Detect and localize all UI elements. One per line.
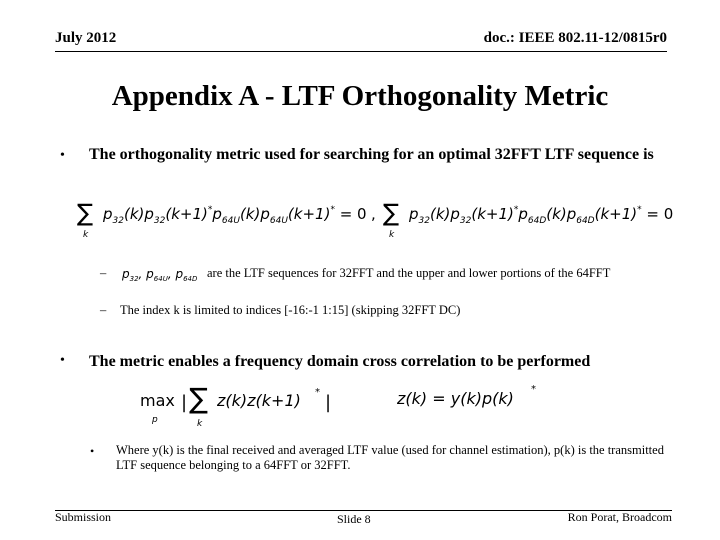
slide-title: Appendix A - LTF Orthogonality Metric	[111, 80, 609, 112]
bullet-orthogonality-metric: The orthogonality metric used for searching for an optimal 32FFT LTF sequence is	[89, 146, 654, 163]
svg-text:*: *	[531, 384, 536, 395]
svg-text:k: k	[83, 230, 89, 240]
sum-symbol: ∑	[189, 382, 208, 415]
sub-bullet-marker: –	[100, 266, 107, 280]
svg-text:,: ,	[371, 205, 376, 223]
footer-author: Ron Porat, Broadcom	[567, 510, 672, 524]
svg-text:k: k	[389, 230, 395, 240]
sub-bullet-marker: –	[100, 303, 107, 317]
svg-text:p32(k)p32(k+1)*p64D(k)p64D(k+1: $p_{32}(k)p_{32}(k+1)^*p_{64D}(k)p_{64D}(k+1)^* = 0$	[409, 205, 674, 226]
bullet-cross-correlation: The metric enables a frequency domain cross correlation to be performed	[89, 353, 591, 370]
svg-text:z(k)z(k+1): z(k)z(k+1)	[217, 391, 301, 410]
sum-symbol: ∑	[77, 199, 94, 227]
svg-text:|: |	[325, 392, 332, 413]
svg-text:p32(k)p32(k+1)*p64U(k)p64U(k+1: $p_{32}(k)p_{32}(k+1)^*p_{64U}(k)p_{64U}(k+1)^* = 0$	[103, 205, 367, 226]
bullet-marker: •	[60, 353, 65, 368]
sum-symbol: ∑	[383, 199, 400, 227]
sub-bullet-definitions: Where y(k) is the final received and averaged LTF value (used for channel estimation), p(k) is the transmitted LTF sequence belonging to a 64FFT or 32FFT.	[116, 443, 664, 472]
header-divider	[55, 51, 667, 52]
svg-text:k: k	[197, 419, 203, 429]
footer-submission: Submission	[55, 510, 112, 524]
footer-slide-number: Slide 8	[337, 512, 371, 526]
cross-correlation-equations	[135, 378, 565, 433]
sub-bullet-index-range: The index k is limited to indices [-16:-1 1:15] (skipping 32FFT DC)	[120, 303, 461, 317]
sub-bullet-marker: •	[90, 444, 95, 458]
header-date: July 2012	[55, 30, 117, 46]
orthogonality-equations	[75, 197, 675, 247]
svg-text:*: *	[315, 387, 320, 398]
svg-text:z(k) = y(k)p(k): z(k) = y(k)p(k)	[397, 389, 514, 408]
sub-bullet-ltf-sequences: are the LTF sequences for 32FFT and the upper and lower portions of the 64FFT	[207, 266, 611, 280]
svg-text:max: max	[140, 391, 175, 410]
svg-text:p32, p64U, p64D: $p_{32}$, $p_{64U}$, $p_{64D}$	[122, 267, 198, 283]
header-doc-number: doc.: IEEE 802.11-12/0815r0	[483, 30, 667, 46]
svg-text:|: |	[181, 392, 188, 413]
svg-text:p: p	[152, 415, 158, 425]
bullet-marker: •	[60, 148, 65, 163]
